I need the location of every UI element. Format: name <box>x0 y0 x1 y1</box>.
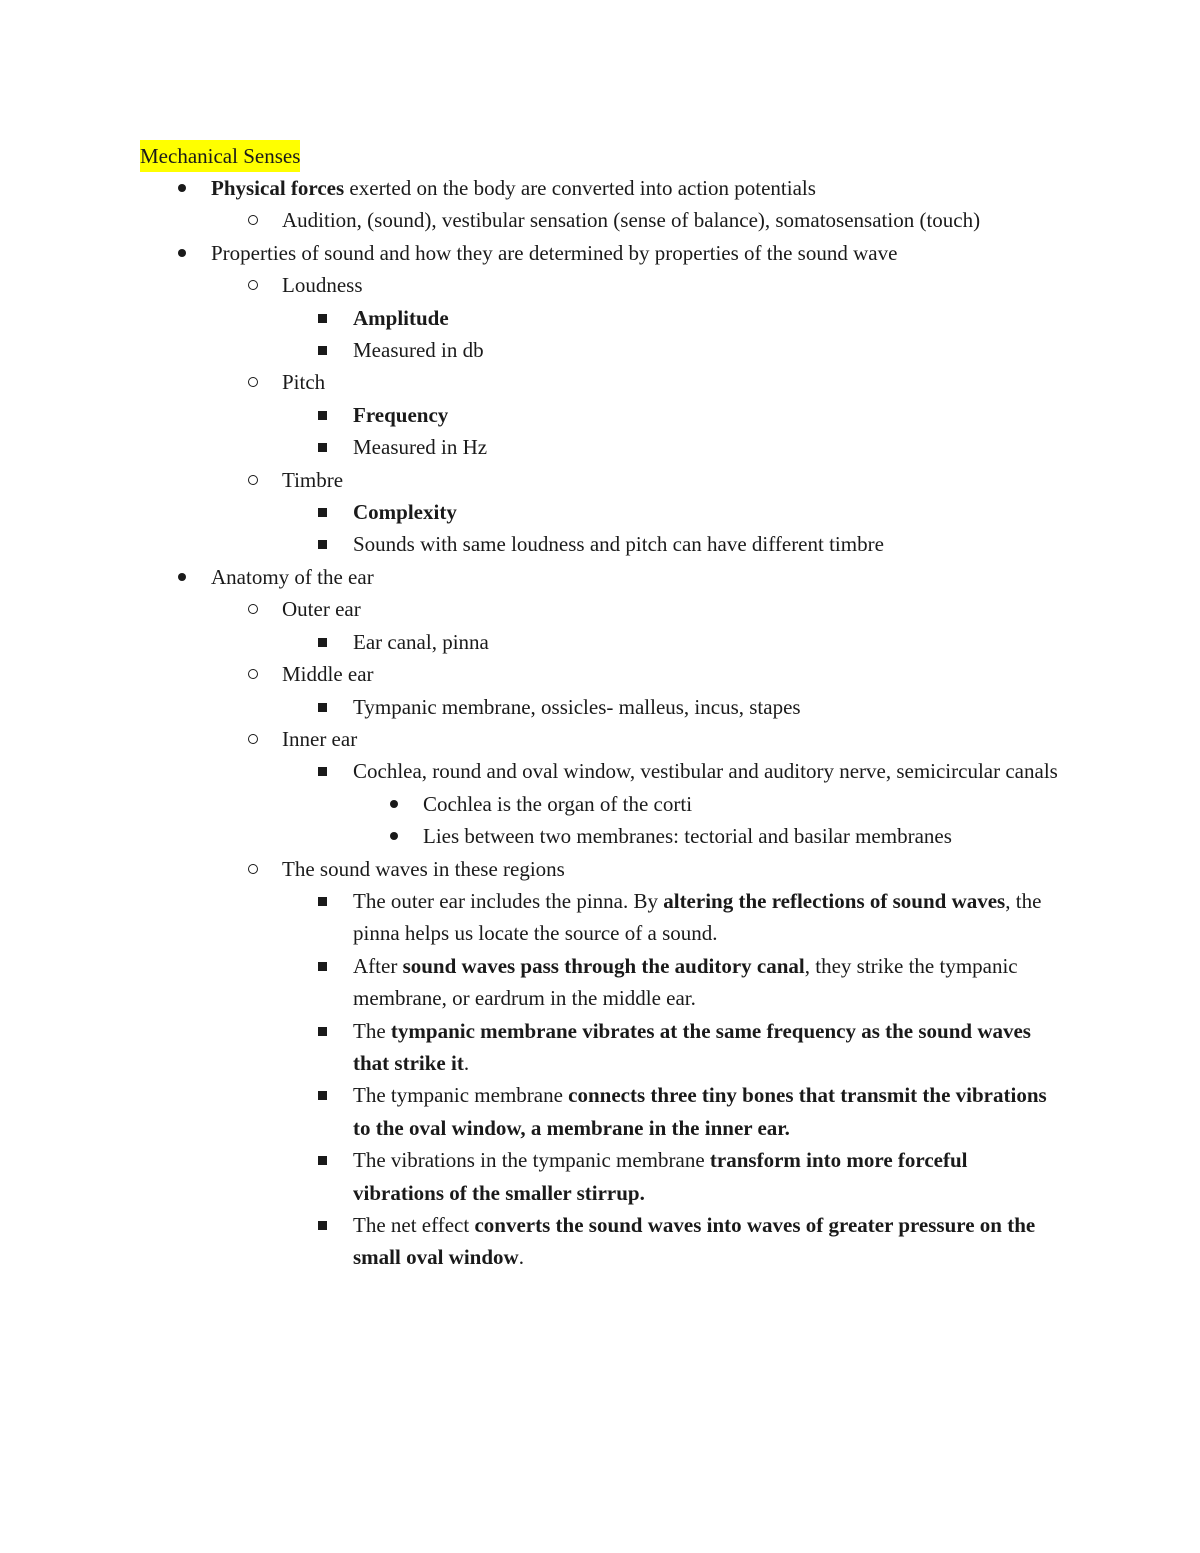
text-segment: Middle ear <box>282 662 374 687</box>
list-item-text <box>423 792 692 816</box>
list-item <box>140 561 1060 593</box>
list-item <box>140 431 1060 463</box>
list-item-text <box>282 857 565 881</box>
text-segment: , they strike the tympanic membrane, or eardrum in the middle ear. <box>353 953 1018 1011</box>
bullet-square-icon <box>318 962 327 971</box>
bullet-square-icon <box>318 411 327 420</box>
list-item <box>140 820 1060 852</box>
bullet-circle-icon <box>248 280 258 290</box>
text-segment: The sound waves in these regions <box>282 856 565 881</box>
list-item <box>140 691 1060 723</box>
bullet-square-icon <box>318 443 327 452</box>
bullet-circle-icon <box>248 215 258 225</box>
list-item <box>140 755 1060 787</box>
text-segment: . <box>463 1050 470 1075</box>
bullet-square-icon <box>318 1156 327 1165</box>
bullet-square-icon <box>318 767 327 776</box>
outline-list <box>140 172 1060 1274</box>
text-segment: exerted on the body are converted into action potentials <box>344 176 816 200</box>
bullet-circle-icon <box>248 475 258 485</box>
bold-text: connects three tiny bones that transmit the vibrations to the oval window, a membrane in the inner ear. <box>353 1083 1047 1140</box>
bullet-square-icon <box>318 314 327 323</box>
bullet-square-icon <box>318 897 327 906</box>
bullet-dot-icon <box>178 249 186 257</box>
text-segment: Pitch <box>282 370 326 395</box>
bullet-circle-icon <box>248 377 258 387</box>
list-item <box>140 788 1060 820</box>
list-item-text <box>353 532 884 556</box>
list-item-text <box>353 1083 1047 1139</box>
list-item-text <box>353 1019 1031 1075</box>
list-item-text <box>353 306 449 330</box>
bold-text: Complexity <box>353 500 457 525</box>
list-item-text <box>282 208 980 232</box>
text-segment: The net effect <box>353 1213 475 1237</box>
bullet-circle-icon <box>248 734 258 744</box>
text-segment: Audition, (sound), vestibular sensation (sense of balance), somatosensation (touch) <box>282 208 981 233</box>
list-item-text <box>282 468 343 492</box>
bullet-square-icon <box>318 540 327 549</box>
list-item-text <box>353 759 1058 783</box>
list-item-text <box>353 435 487 459</box>
list-item <box>140 723 1060 755</box>
bullet-square-icon <box>318 703 327 712</box>
list-item <box>140 464 1060 496</box>
list-item <box>140 658 1060 690</box>
bold-text: altering the reflections of sound waves <box>663 888 1006 913</box>
text-segment: Measured in Hz <box>353 435 488 460</box>
list-item <box>140 302 1060 334</box>
list-item <box>140 1209 1060 1274</box>
bullet-square-icon <box>318 638 327 647</box>
bullet-square-icon <box>318 1221 327 1230</box>
list-item <box>140 1015 1060 1080</box>
text-segment: Measured in db <box>353 338 484 363</box>
list-item-text <box>282 370 325 394</box>
list-item-text <box>353 338 484 362</box>
list-item <box>140 1079 1060 1144</box>
text-segment: Tympanic membrane, ossicles- malleus, incus, stapes <box>353 694 801 719</box>
bullet-square-icon <box>318 1091 327 1100</box>
list-item <box>140 593 1060 625</box>
text-segment: . <box>518 1245 524 1270</box>
list-item-text <box>353 500 457 524</box>
text-segment: The <box>353 1018 391 1043</box>
bullet-square-icon <box>318 508 327 517</box>
text-segment: Cochlea, round and oval window, vestibular and auditory nerve, semicircular canals <box>353 759 1058 784</box>
list-item-text <box>282 662 374 686</box>
list-item <box>140 1144 1060 1209</box>
bold-text: converts the sound waves into waves of greater pressure on the small oval window <box>353 1213 1036 1270</box>
list-item <box>140 366 1060 398</box>
list-item <box>140 528 1060 560</box>
bullet-circle-icon <box>248 669 258 679</box>
list-item <box>140 204 1060 236</box>
bullet-circle-icon <box>248 604 258 614</box>
list-item <box>140 237 1060 269</box>
text-segment: Outer ear <box>282 597 361 622</box>
bold-text: transform into more forceful vibrations of the smaller stirrup. <box>353 1148 968 1205</box>
text-segment: Loudness <box>282 273 363 298</box>
text-segment: Lies between two membranes: tectorial and basilar membranes <box>423 824 952 849</box>
bold-text: tympanic membrane vibrates at the same frequency as the sound waves that strike it <box>353 1018 1031 1075</box>
list-item <box>140 334 1060 366</box>
bold-text: Frequency <box>353 402 449 427</box>
list-item <box>140 950 1060 1015</box>
list-item-text <box>211 241 897 265</box>
text-segment: Ear canal, pinna <box>353 629 489 654</box>
bullet-square-icon <box>318 346 327 355</box>
text-segment: , the pinna helps us locate the source of a sound. <box>353 888 1042 946</box>
text-segment: Anatomy of the ear <box>211 564 374 589</box>
bullet-dot-icon <box>178 573 186 581</box>
bold-text: Physical forces <box>211 176 345 200</box>
text-segment: The tympanic membrane <box>353 1083 569 1108</box>
text-segment: Inner ear <box>282 726 358 751</box>
text-segment: The vibrations in the tympanic membrane <box>353 1148 710 1173</box>
document-title: Mechanical Senses <box>140 140 300 172</box>
text-segment: Timbre <box>282 467 344 492</box>
list-item <box>140 399 1060 431</box>
list-item-text <box>353 403 448 427</box>
list-item-text <box>353 1148 967 1204</box>
list-item-text <box>211 176 816 200</box>
list-item-text <box>353 1213 1035 1269</box>
text-segment: Sounds with same loudness and pitch can have different timbre <box>353 532 884 557</box>
list-item <box>140 885 1060 950</box>
bullet-dot-icon <box>390 800 398 808</box>
text-segment: The outer ear includes the pinna. By <box>353 888 664 913</box>
text-segment: Properties of sound and how they are determined by properties of the sound wave <box>211 240 898 265</box>
bold-text: Amplitude <box>353 305 449 330</box>
list-item-text <box>353 889 1041 945</box>
text-segment: Cochlea is the organ of the corti <box>423 791 693 816</box>
list-item-text <box>282 727 357 751</box>
list-item <box>140 269 1060 301</box>
list-item-text <box>353 695 801 719</box>
list-item <box>140 172 1060 204</box>
text-segment: After <box>353 953 403 978</box>
list-item <box>140 496 1060 528</box>
bullet-dot-icon <box>178 184 186 192</box>
list-item-text <box>423 824 952 848</box>
list-item <box>140 626 1060 658</box>
list-item-text <box>282 597 361 621</box>
bold-text: sound waves pass through the auditory canal <box>402 953 805 978</box>
list-item-text <box>211 565 374 589</box>
bullet-circle-icon <box>248 864 258 874</box>
bullet-dot-icon <box>390 832 398 840</box>
list-item-text <box>353 954 1018 1010</box>
list-item <box>140 853 1060 885</box>
list-item-text <box>353 630 489 654</box>
bullet-square-icon <box>318 1027 327 1036</box>
list-item-text <box>282 273 363 297</box>
document-page <box>140 140 1060 1274</box>
